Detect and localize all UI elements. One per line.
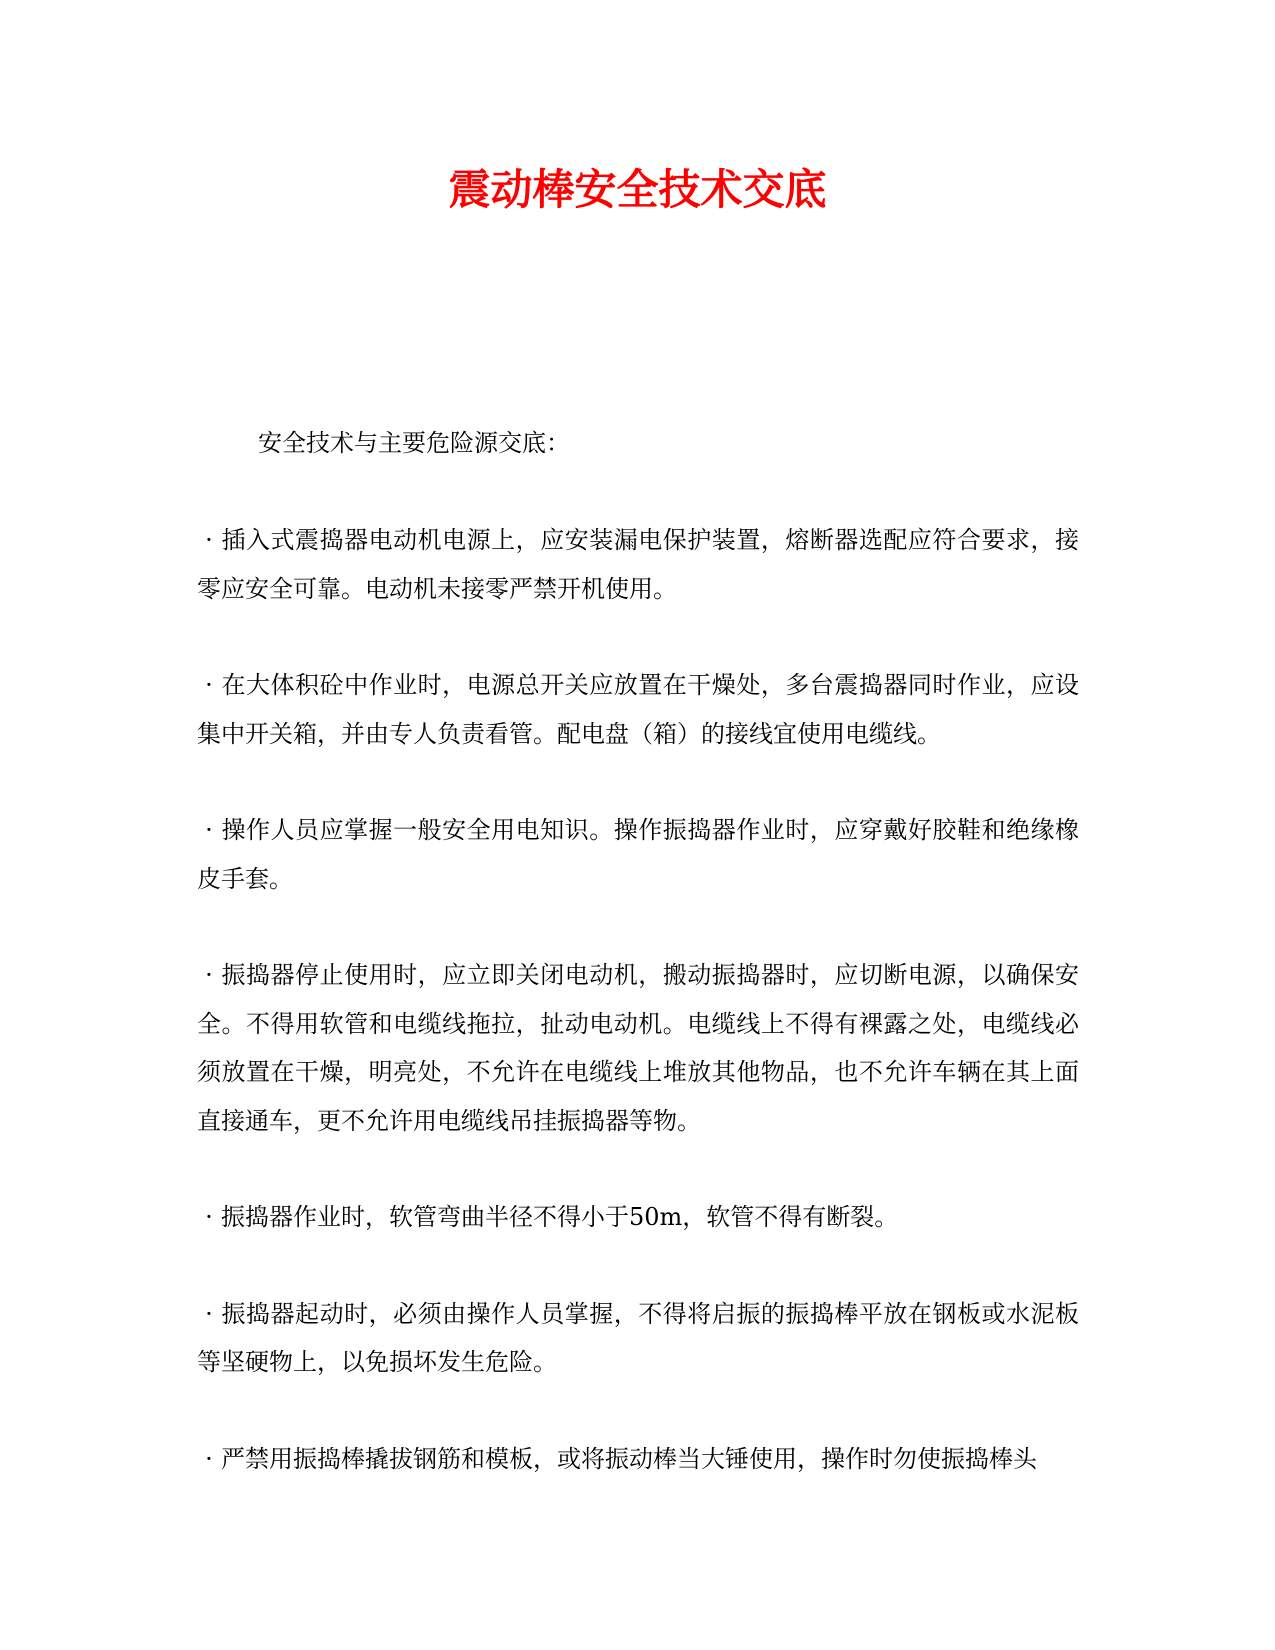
item-text: 操作人员应掌握一般安全用电知识。操作振捣器作业时，应穿戴好胶鞋和绝缘橡皮手套。 — [197, 816, 1079, 893]
intro-text: 安全技术与主要危险源交底： — [258, 429, 570, 457]
item-text: 在大体积砼中作业时，电源总开关应放置在干燥处，多台震捣器同时作业，应设集中开关箱，并由专人负责看管。配电盘（箱）的接线宜使用电缆线。 — [197, 671, 1079, 748]
list-item — [197, 1193, 1079, 1242]
item-text: 插入式震捣器电动机电源上，应安装漏电保护装置，熔断器选配应符合要求，接零应安全可靠。电动机未接零严禁开机使用。 — [197, 526, 1079, 603]
list-item — [197, 806, 1079, 903]
list-item — [197, 951, 1079, 1145]
bullet-dot: · — [205, 816, 213, 844]
item-text: 振捣器作业时，软管弯曲半径不得小于50m，软管不得有断裂。 — [221, 1203, 899, 1231]
bullet-dot: · — [205, 526, 213, 554]
list-item — [197, 1435, 1079, 1484]
safety-item-list — [197, 516, 1079, 1531]
list-item — [197, 1290, 1079, 1387]
document-title: 震动棒安全技术交底 — [448, 165, 827, 214]
bullet-dot: · — [205, 1299, 213, 1328]
item-text: 振捣器停止使用时，应立即关闭电动机，搬动振捣器时，应切断电源，以确保安全。不得用软管和电缆线拖拉，扯动电动机。电缆线上不得有裸露之处，电缆线必须放置在干燥，明亮处，不允许在电缆线上堆放其他物品，也不允许车辆在其上面直接通车，更不允许用电缆线吊挂振捣器等物。 — [197, 961, 1079, 1135]
list-item — [197, 661, 1079, 758]
bullet-dot: · — [205, 671, 213, 699]
item-text: 振捣器起动时，必须由操作人员掌握，不得将启振的振捣棒平放在钢板或水泥板等坚硬物上，以免损坏发生危险。 — [197, 1299, 1079, 1376]
bullet-dot: · — [205, 1444, 213, 1473]
list-item — [197, 516, 1079, 613]
bullet-dot: · — [205, 961, 213, 989]
item-text: 严禁用振捣棒撬拔钢筋和模板，或将振动棒当大锤使用，操作时勿使振捣棒头 — [221, 1444, 1037, 1473]
bullet-dot: · — [205, 1203, 213, 1231]
